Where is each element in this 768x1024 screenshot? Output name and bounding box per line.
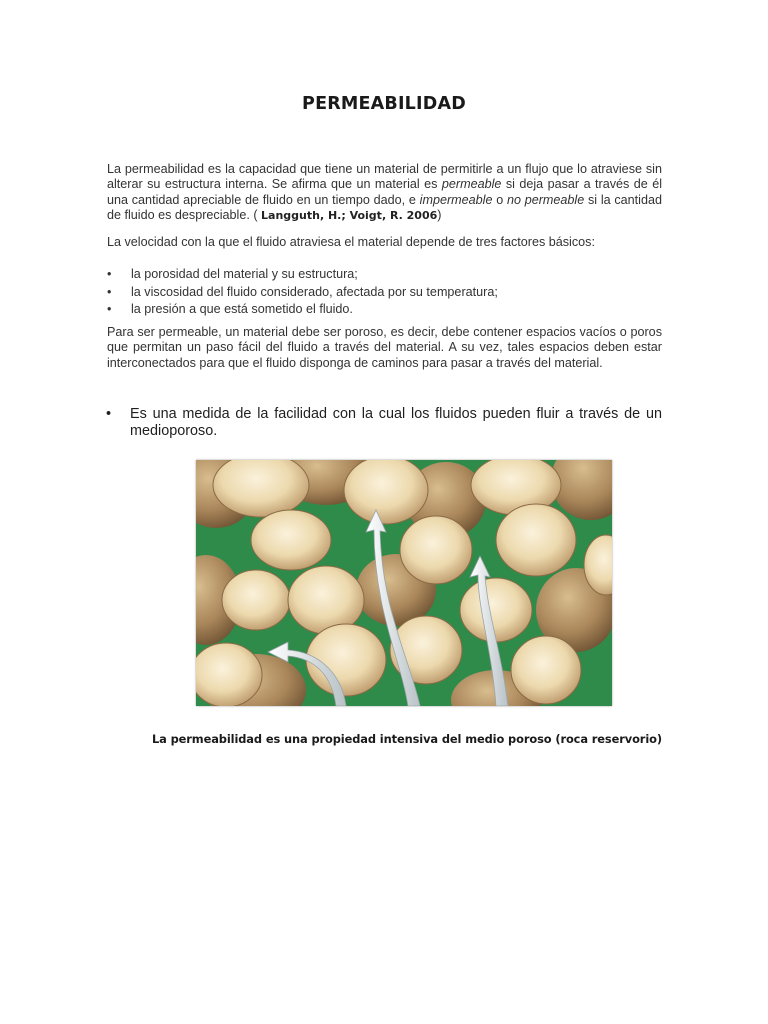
citation: Langguth, H.; Voigt, R. 2006 (261, 209, 438, 223)
list-item (107, 284, 662, 302)
list-item-text: la viscosidad del fluido considerado, afectada por su temperatura; (131, 284, 498, 299)
text: si deja pasar a través de él una cantidad apreciable de fluido en un tiempo dado, e (107, 177, 662, 207)
porous-media-illustration (196, 460, 612, 706)
porous-media-svg (196, 460, 612, 706)
text: o (492, 192, 507, 207)
text: si la cantidad de fluido es despreciable. ( (107, 192, 662, 223)
bullet-icon: • (106, 406, 112, 422)
bullet-icon: • (107, 267, 112, 281)
bullet-icon: • (107, 302, 112, 316)
paragraph-definition (107, 162, 662, 224)
list-item (107, 301, 662, 319)
factors-list (107, 266, 662, 319)
list-item (107, 266, 662, 284)
bullet-definition-text: Es una medida de la facilidad con la cual los fluidos pueden fluir a través de un medioporoso. (130, 406, 662, 439)
text: La permeabilidad es la capacidad que tiene un material de permitirle a un flujo que lo atraviese sin alterar su estructura interna. Se afirma que un material es (107, 162, 662, 192)
bullet-definition (106, 406, 662, 439)
bullet-icon: • (107, 284, 112, 299)
paragraph-factors-intro: La velocidad con la que el fluido atraviesa el material depende de tres factores básicos: (107, 235, 595, 249)
paragraph-porosity: Para ser permeable, un material debe ser poroso, es decir, debe contener espacios vacíos o poros que permitan un paso fácil del fluido a través del material. A su vez, tales espacios deben estar interconectados para que el fluido disponga de caminos para pasar a través del material. (107, 325, 662, 370)
emphasis-permeable: permeable (441, 177, 502, 192)
text: ) (437, 208, 442, 223)
list-item-text: la presión a que está sometido el fluido. (131, 302, 353, 316)
emphasis-impermeable: impermeable (419, 192, 493, 207)
figure-caption: La permeabilidad es una propiedad intensiva del medio poroso (roca reservorio) (152, 732, 662, 746)
list-item-text: la porosidad del material y su estructura; (131, 267, 358, 281)
emphasis-no-permeable: no permeable (506, 192, 585, 207)
page-title: PERMEABILIDAD (302, 94, 466, 114)
